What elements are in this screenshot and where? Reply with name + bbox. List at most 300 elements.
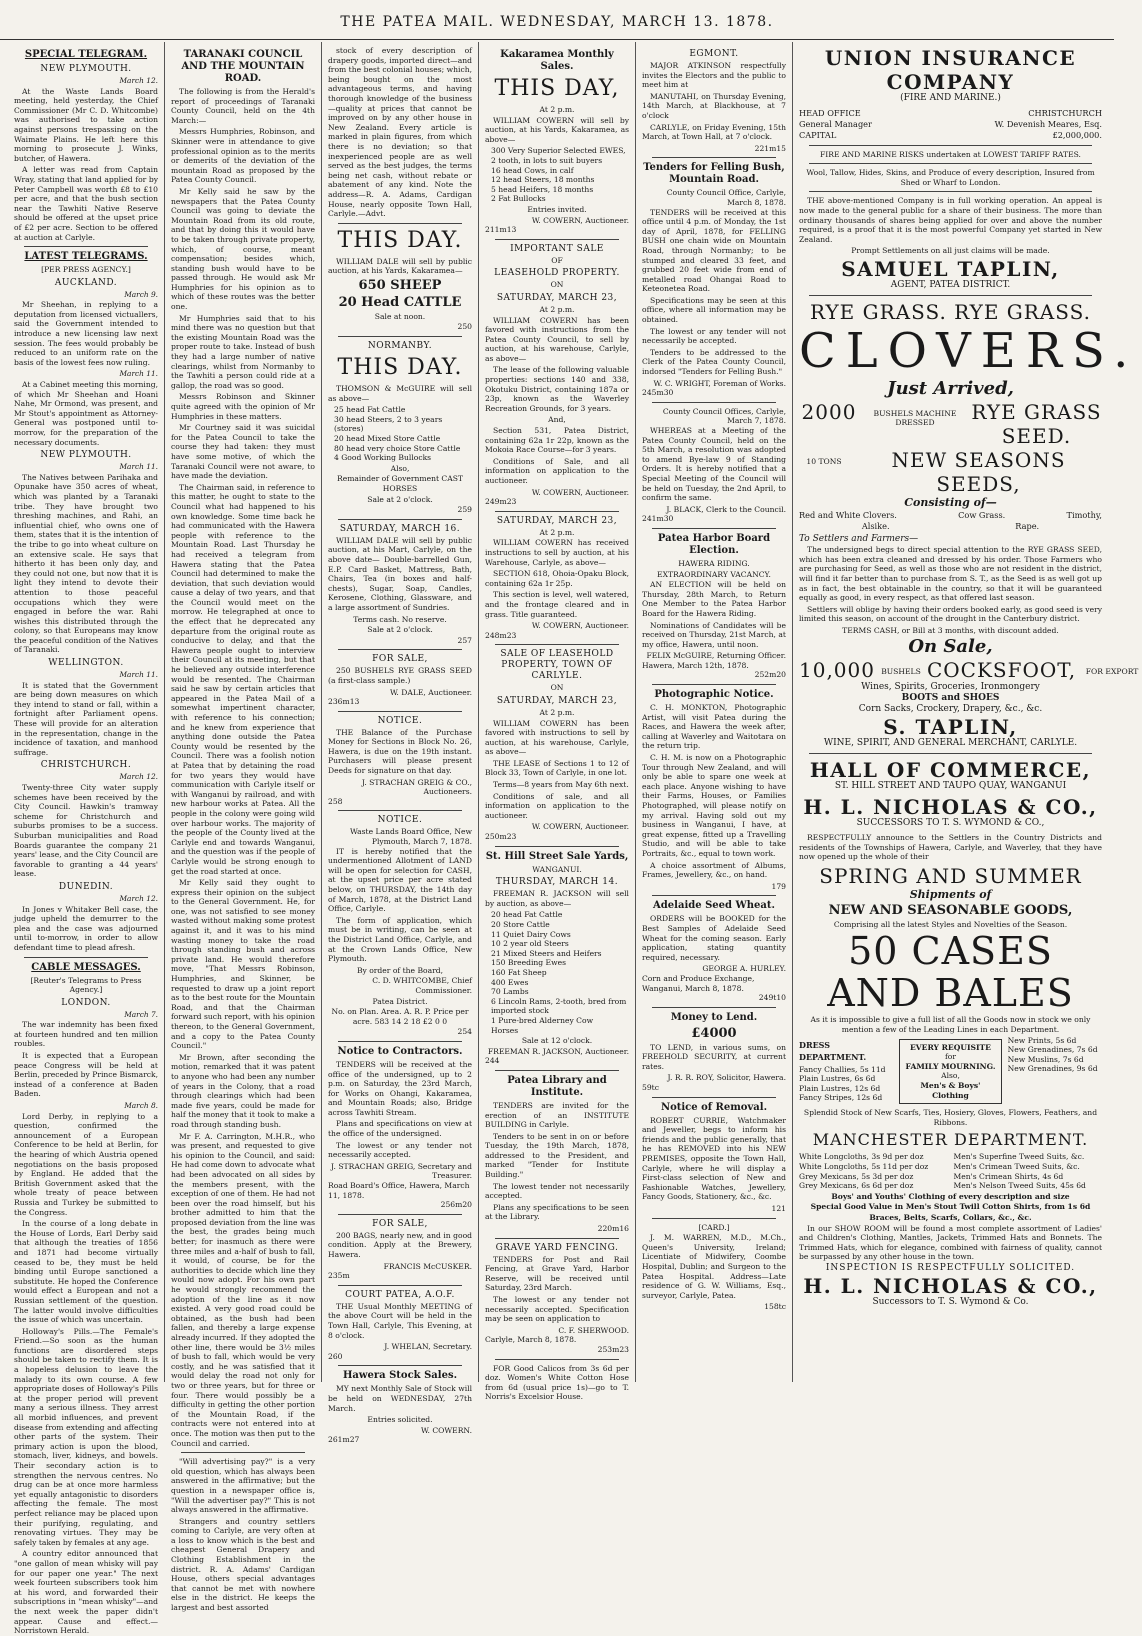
ad-place: WANGANUI.: [532, 864, 582, 874]
dateline-place: WELLINGTON.: [48, 658, 124, 669]
list-item: 10 2 year old Steers: [491, 939, 569, 949]
list-item: Men's Nelson Tweed Suits, 45s 6d: [953, 1181, 1086, 1191]
ad-time: At 2 p.m.: [539, 527, 575, 537]
ad-text: As it is impossible to give a full list of all the Goods now in stock we only mention a few of the Leading Lines in each Department.: [810, 1015, 1091, 1034]
divider: [652, 1097, 776, 1098]
ad-text: In our SHOW ROOM will be found a most complete assortment of Ladies' and Children's Clothing, Mantles, Jackets, Trimmed Hats and Bonnets. The Trimmed Hats, which for elegance, combined with fairness of quality, cannot be surpassed by any other house in the town.: [799, 1223, 1102, 1262]
ad-signature: C. D. WHITCOMBE, Chief Commissioner.: [372, 976, 472, 995]
masthead: THE PATEA MAIL. WEDNESDAY, MARCH 13. 1878.: [0, 0, 1114, 40]
ad-text: WILLIAM COWERN will sell by auction, at his Yards, Kakaramea, as above—: [485, 115, 629, 144]
ad-district: Patea District.: [372, 996, 428, 1006]
list-item: Fancy Challies, 5s 11d: [799, 1064, 886, 1074]
ad-text: Splendid Stock of New Scarfs, Ties, Hosiery, Gloves, Flowers, Feathers, and Ribbons.: [803, 1108, 1098, 1127]
ad-text: WILLIAM DALE will sell by public auction, at his Yards, Kakaramea—: [328, 256, 472, 276]
ad-item: 650 SHEEP: [358, 277, 442, 293]
ad-signature: W. COWERN, Auctioneer.: [531, 621, 629, 631]
ad-ref: 252m20: [754, 670, 786, 680]
ad-text: Corn Sacks, Crockery, Drapery, &c., &c.: [858, 703, 1043, 714]
ad-terms: Terms cash. No reserve.: [353, 614, 447, 624]
box-text: FAMILY MOURNING.: [905, 1061, 996, 1071]
divider: [338, 223, 462, 224]
article-paragraph: At a Cabinet meeting this morning, of which Mr Sheehan and Hoani Nahe, Mr Ormond, was present, and Mr Stout's appointment as Attorney-General was postponed until to-morrow, for the preparation of the necessary documents.: [14, 380, 158, 447]
divider: [338, 336, 462, 337]
ad-office: Road Board's Office, Hawera, March 11, 1878.: [328, 1181, 470, 1200]
ad-place: NORMANBY.: [367, 341, 433, 352]
ad-text: SECTION 618, Ohoia-Opaku Block, containing 62a 1r 25p.: [485, 569, 629, 588]
special-telegram-heading: SPECIAL TELEGRAM.: [24, 49, 148, 60]
ad-ref: 259: [457, 505, 472, 515]
ad-heading: Notice of Removal.: [660, 1101, 768, 1113]
dateline-date: March 9.: [124, 289, 158, 299]
hall-heading: HALL OF COMMERCE,: [809, 757, 1092, 782]
list-item: 6 Lincoln Rams, 2-tooth, bred from imported stock: [491, 996, 627, 1016]
agency-note: [PER PRESS AGENCY.]: [41, 265, 131, 275]
list-item: 11 Quiet Dairy Cows: [491, 929, 571, 939]
ad-heading: GRAVE YARD FENCING.: [495, 1242, 619, 1253]
article-paragraph: The war indemnity has been fixed at fourteen hundred and ten million roubles.: [14, 1020, 158, 1049]
ad-ref: 244: [485, 1056, 500, 1066]
ad-sale-time: Sale at 2 o'clock.: [367, 625, 433, 635]
article-paragraph: Lord Derby, in replying to a question, confirmed the announcement of a European Conference to be held at Berlin, for the hearing of which Austria opened negotiations on the basis proposed by England. He added that the British Government asked that the whole treaty of peace between Russia and Turkey be submitted to the Congress.: [14, 1111, 158, 1217]
clovers-heading: CLOVERS.: [799, 322, 1139, 379]
seeds-row: [799, 510, 1102, 521]
row-value: CHRISTCHURCH: [1028, 107, 1102, 118]
ad-signature: W. COWERN, Auctioneer.: [531, 215, 629, 225]
ad-text: FREEMAN R. JACKSON will sell by auction, as above—: [485, 889, 629, 908]
ad-ref: 59tc: [642, 1083, 659, 1093]
merchant-title: WINE, SPIRIT, AND GENERAL MERCHANT, CARLYLE.: [823, 738, 1078, 749]
seed-item: Rape.: [1015, 520, 1040, 531]
article-paragraph: Mr F. A. Carrington, M.H.R., who was present, and requested to give his opinion to the Council, and said: He had come down to advocate what had been advocated on all sides by the members present, with the exception of one of them. He had not been over the road himself, but his brother admitted to him that the proposed deviation from the line was the best, the grades being much better; for inasmuch as there were three miles and a-half of bush to fall, it would, of course, be for the authorities to decide which line they would now adopt. For his own part he would strongly recommend the adoption of the line as it now existed. A very good road could be obtained, as the bush had been fallen, and thereby a large expense already incurred. If they adopted the other line, there would be 3½ miles of bush to fall, which would be very costly, and he was satisfied that it would delay the road not only for two or three years, but for three or four. There would possibly be a difficulty in getting the other portion of the Mountain Road, if the contracts were not entered into at once. The motion was then put to the Council and carried.: [171, 1131, 315, 1448]
row-value: W. Devenish Meares, Esq.: [994, 118, 1102, 129]
ad-ref: 158tc: [764, 1302, 786, 1312]
ad-text: 250 BUSHELS RYE GRASS SEED (a first-class sample.): [328, 666, 472, 685]
ad-text: Entries invited.: [527, 204, 587, 214]
ad-subheading: HAWERA RIDING.: [678, 558, 750, 568]
article-paragraph: The Natives between Parihaka and Opunake have 350 acres of wheat, which was planted by a Taranaki tribe. They have brought two threshing machines, and Rahi, an influential chief, who owns one of them, states that it is the intention of the tribe to go into wheat culture on an extensive scale. He says that hitherto it has been only day, and they could not one, but now that it is light they intend to devote their attention to those peaceful occupations which they were engaged in before the war. Rahi wishes this distributed through the colony, so that Europeans may know the peaceful condition of the Natives of Taranaki.: [14, 472, 158, 655]
manchester-department: [799, 1152, 1102, 1190]
ad-heading: Patea Library and Institute.: [507, 1074, 607, 1098]
seed-item: Cow Grass.: [958, 509, 1006, 520]
ad-ref: 179: [771, 881, 786, 891]
ad-signature: FELIX McGUIRE, Returning Officer.: [646, 651, 786, 661]
ad-text: C. H. M. is now on a Photographic Tour through New Zealand, and will only be able to spare one week at each place. Anyone wishing to have their Farms, Houses, or Families Photographed, will please notify on my arrival. Having sold out my business in Wanganui, I have, at great expense, fitted up a Travelling Studio, and will be able to take Portraits, &c., equal to town work.: [642, 753, 786, 858]
seed-item: Alsike.: [861, 520, 890, 531]
ad-text: The lease of the following valuable properties: sections 140 and 338, Okotuku District, containing 187a or 23p, known as the Waverley Recreation Grounds, for 3 years.: [485, 365, 629, 413]
list-item: 80 head very choice Store Cattle: [334, 443, 461, 453]
ad-text: THE above-mentioned Company is in full working operation. An appeal is now made to the general public for a share of their business. The more than ordinary thousands of shares being applied for over and above the number required, is a proof that it is the most powerful Company yet started in New Zealand.: [799, 196, 1102, 244]
insurance-row: [799, 108, 1102, 119]
ad-signature: W. COWERN.: [421, 1425, 472, 1435]
ad-signature: J. STRACHAN GREIG, Secretary and Treasurer.: [331, 1161, 472, 1181]
ad-text: WILLIAM DALE will sell by public auction, at his Mart, Carlyle, on the above date— Double-barrelled Gun, E.P. Card Basket, Mattress, Bath, Chairs, Tea (in boxes and half-chests), Sugar, Soap, Candles, Kerosene, Clothing, Glassware, and a large assortment of Sundries.: [328, 535, 472, 612]
ad-text: ON: [550, 683, 564, 693]
ad-text: CARLYLE, on Friday Evening, 15th March, at Town Hall, at 7 o'clock.: [642, 122, 786, 142]
box-text: Also,: [941, 1071, 960, 1081]
mourning-box: [899, 1039, 1001, 1105]
divider: [181, 1452, 305, 1453]
ad-heading: THIS DAY,: [494, 76, 620, 101]
ad-signature: J. R. R. ROY, Solicitor, Hawera.: [667, 1073, 786, 1083]
inspection-note: INSPECTION IS RESPECTFULLY SOLICITED.: [825, 1262, 1076, 1273]
ad-text: BUSHELS MACHINE DRESSED: [873, 408, 957, 428]
ad-text: WILLIAM COWERN has been favored with instructions from the Patea County Council, to sell by auction, at his warehouse, Carlyle, as above—: [485, 315, 629, 363]
article-heading: TARANAKI COUNCIL AND THE MOUNTAIN ROAD.: [181, 49, 305, 84]
nicholas-heading: H. L. NICHOLAS & CO.,: [803, 795, 1098, 820]
ad-text: Tenders to be sent in on or before Tuesday, the 19th March, 1878, addressed to the President, and marked "Tender for Institute Building.": [485, 1131, 629, 1180]
insurance-subheading: (FIRE AND MARINE.): [900, 93, 1001, 103]
dress-list: [1008, 1036, 1102, 1108]
divider: [24, 957, 148, 958]
ad-sale-time: Sale at 2 o'clock.: [367, 494, 433, 504]
divider: [338, 810, 462, 811]
ad-heading: FOR SALE,: [372, 654, 428, 665]
agent-name: SAMUEL TAPLIN,: [841, 256, 1060, 281]
ad-heading: Patea Harbor Board Election.: [657, 532, 771, 556]
ad-ref: 254: [457, 1027, 472, 1037]
dateline-date: March 11.: [119, 369, 158, 379]
ad-text: FIRE AND MARINE RISKS undertaken at LOWEST TARIFF RATES.: [820, 149, 1081, 159]
ad-ref: 258: [328, 796, 343, 806]
ad-heading: Money to Lend.: [670, 1011, 758, 1023]
article-paragraph: Messrs Robinson and Skinner quite agreed with the opinion of Mr Humphries in these matters.: [171, 392, 315, 421]
ad-text: AN ELECTION will be held on Thursday, 28th March, to Return One Member to the Patea Harbor Board for the Hawera Riding.: [642, 580, 786, 618]
divider: [652, 1218, 776, 1219]
row-label: HEAD OFFICE: [799, 107, 861, 118]
ad-text: A choice assortment of Albums, Frames, Jewellery, &c., on hand.: [642, 860, 786, 880]
shipments-heading: Shipments of: [909, 887, 992, 901]
ad-ref: 249m23: [485, 497, 517, 507]
ad-product: NEW SEASONS SEEDS,: [891, 447, 1066, 496]
ad-text: Entries solicited.: [367, 1415, 433, 1425]
ad-ref: 250m23: [485, 832, 517, 842]
new-goods-heading: NEW AND SEASONABLE GOODS,: [828, 902, 1073, 918]
merchant-name: S. TAPLIN,: [883, 715, 1018, 740]
list-item: 70 Lambs: [491, 987, 529, 997]
divider: [809, 753, 1092, 754]
article-paragraph: Mr Courtney said it was suicidal for the Patea Council to take the course they had taken: they must have some motive, of which the Taranaki Council were not aware, to have made the deviation.: [171, 423, 315, 481]
ad-text: MAJOR ATKINSON respectfully invites the Electors and the public to meet him at: [642, 61, 786, 90]
ad-heading: EGMONT.: [689, 49, 739, 59]
ad-ref: 121: [771, 1204, 786, 1213]
dateline-date: March 7.: [124, 1009, 158, 1019]
ad-text: C. H. MONKTON, Photographic Artist, will visit Patea during the Races, and Hawera the week after, calling at Waverley and Waitotara on the return trip.: [642, 703, 786, 751]
column-3: [322, 42, 479, 1445]
divider: [809, 191, 1092, 192]
list-item: Grey Mexicans, 6s 6d per doz: [799, 1181, 914, 1191]
ad-text: Conditions of Sale, and all information on application to the auctioneer.: [485, 456, 629, 485]
ad-text: The undersigned begs to direct special attention to the RYE GRASS SEED, which has been extra cleaned and dressed by his order. Those Farmers who are purchasing for Seed, as well as those who are not resident in the district, will find it far better than to purchase from S. T., as the Seed is as well got up as in fact, the best obtainable in the country, so that it will be guaranteed equally as good, in every respect, as that offered last season.: [799, 545, 1102, 603]
ad-text: Plans and specifications on view at the office of the undersigned.: [328, 1119, 472, 1139]
divider: [495, 511, 619, 512]
list-item: 12 head Steers, 18 months: [491, 175, 595, 185]
ad-ref: 221m15: [754, 143, 786, 153]
list-item: 30 head Steers, 2 to 3 years (stores): [334, 414, 443, 434]
article-paragraph: Twenty-three City water supply schemes have been received by the City Council. Hawkin's tramway scheme for Christchurch and suburbs promises to be a success. Suburban municipalities and Road Boards guarantee the company 21 years' lease, and the City Council are favorable to granting a 44 years' lease.: [14, 783, 158, 879]
column-2: [165, 42, 322, 1613]
article-paragraph: stock of every description of drapery goods, imported direct—and from the best colonial houses; which, being bought on the most advantageous terms, and having thorough knowledge of the business—quality at prices that cannot be improved on by any other house in New Zealand. Every article is marked in plain figures, from which there is no deviation; so that inexperienced people are as well served as the best judges, the terms being net cash, without rebate or abatement of any kind. Note the address—R. A. Adams, Cardigan House, nearly opposite Town Hall, Carlyle.—Advt.: [328, 46, 472, 219]
ad-text: Boys' and Youths' Clothing of every description and size: [831, 1191, 1070, 1201]
ad-office: County Council Offices, Carlyle, March 7, 1878.: [662, 406, 786, 426]
ad-text: Specifications may be seen at this office, where all information may be obtained.: [642, 295, 786, 325]
ad-signature: W. C. WRIGHT, Foreman of Works.: [653, 378, 786, 388]
insurance-heading: UNION INSURANCE COMPANY: [824, 46, 1077, 94]
divider: [338, 649, 462, 650]
divider: [652, 402, 776, 403]
page-columns: [8, 42, 1139, 1636]
ad-heading: THIS DAY.: [337, 355, 463, 381]
ad-text: By order of the Board,: [356, 965, 444, 975]
insurance-row: [799, 130, 1102, 141]
ad-text: Remainder of Government CAST HORSES: [336, 474, 463, 493]
ad-text: Settlers will oblige by having their orders booked early, as good seed is very limited this season, on account of the drought in the Canterbury district.: [799, 604, 1102, 624]
ad-heading: Tenders for Felling Bush, Mountain Road.: [643, 162, 785, 186]
article-paragraph: In the course of a long debate in the House of Lords, Earl Derby said that although the treaties of 1856 and 1871 had become virtually ceased to be, they must be held binding until Europe sanctioned a substitute. He hoped the Conference would effect a European and not a Russian settlement of the question. The latter would involve difficulties the issue of which was uncertain.: [14, 1219, 158, 1325]
ad-text: TENDERS will be received at this office until 4 p.m. of Monday, the 1st day of April, 1878, for FELLING BUSH one chain wide on Mountain Road, through Normanby; to be stumped and cleared 33 feet, and grubbed 20 feet wide from end of metalled road Ohangai Road to Keteonetea Road.: [642, 207, 786, 294]
divider: [809, 145, 1092, 146]
ad-signature: GEORGE A. HURLEY.: [702, 964, 786, 974]
ad-date: SATURDAY, MARCH 23,: [496, 695, 618, 706]
ad-signature: FRANCIS McCUSKER.: [383, 1261, 472, 1271]
manchester-list: [799, 1152, 948, 1190]
article-paragraph: "Will advertising pay?" is a very old question, which has always been answered in the affirmative; but the question in a newspaper office is, "Will the advertiser pay?" This is not always answered in the affirmative.: [171, 1457, 315, 1515]
insurance-row: [799, 119, 1102, 130]
list-item: New Grenadines, 9s 6d: [1007, 1064, 1098, 1074]
nicholas-footer: H. L. NICHOLAS & CO.,: [803, 1274, 1098, 1299]
successors-note: SUCCESSORS TO T. S. WYMOND & CO.,: [856, 818, 1045, 829]
dateline-place: NEW PLYMOUTH.: [40, 450, 132, 461]
ad-heading: Adelaide Seed Wheat.: [653, 900, 775, 912]
divider: [652, 528, 776, 529]
successors-footer: Successors to T. S. Wymond & Co.: [872, 1297, 1029, 1308]
ad-heading: Kakaramea Monthly Sales.: [500, 49, 614, 72]
ad-date: THURSDAY, MARCH 14.: [495, 877, 619, 888]
list-item: White Longcloths, 5s 11d per doz: [799, 1161, 929, 1171]
latest-telegrams-heading: LATEST TELEGRAMS.: [24, 251, 148, 263]
ad-heading: FOR SALE,: [372, 1218, 428, 1229]
dateline-date: March 12.: [119, 893, 158, 903]
divider: [338, 1041, 462, 1042]
column-5: [636, 42, 793, 1382]
article-paragraph: Mr Kelly said they ought to express their opinion on the subject to the General Government. He, for one, was not satisfied to see money wasted without making some protest against it, and it was to his mind wasting money to take the road through standing bush and across private land. He would therefore move, "That Messrs Robinson, Humphries, and Skinner, be requested to draw up a joint report as to the best route for the Mountain Road, and that the Chairman forward such report, with his opinion thereon, to the General Government, and a copy to the Patea County Council.": [171, 878, 315, 1051]
manchester-list: [954, 1152, 1103, 1190]
dateline-place: AUCKLAND.: [54, 277, 118, 288]
list-item: White Longcloths, 3s 9d per doz: [799, 1152, 924, 1162]
ad-product: COCKSFOOT,: [926, 658, 1077, 683]
ad-text: WILLIAM COWERN has received instructions to sell by auction, at his Warehouse, Carlyle, as above—: [485, 538, 629, 567]
ad-text: WHEREAS at a Meeting of the Patea County Council, held on the 5th March, a resolution was adopted to amend Bye-law 9 of Standing Orders. It is hereby notified that a Special Meeting of the Council will be held on Tuesday, the 2nd April, to confirm the same.: [642, 426, 786, 503]
ad-heading: Photographic Notice.: [654, 689, 774, 701]
ad-text: Terms—8 years from May 6th next.: [493, 780, 629, 790]
dateline-date: March 12.: [119, 76, 158, 85]
list-item: Fancy Stripes, 12s 6d: [799, 1093, 883, 1103]
ad-ref: 211m13: [485, 225, 517, 235]
ad-text: The lowest or any tender will not necessarily be accepted.: [642, 326, 786, 346]
ad-heading: THIS DAY.: [337, 227, 463, 253]
dateline-date: March 11.: [119, 462, 158, 472]
article-paragraph: Messrs Humphries, Robinson, and Skinner were in attendance to give professional opinion as to the merits or demerits of the deviation of the mountain Road as proposed by the Patea County Council.: [171, 127, 315, 185]
ad-quantity: 10,000: [799, 658, 875, 683]
ad-product: RYE GRASS SEED.: [971, 399, 1102, 448]
ad-ref: 241m30: [642, 514, 674, 524]
divider: [338, 1365, 462, 1366]
ad-text: Comprising all the latest Styles and Novelties of the Season.: [833, 919, 1068, 929]
ad-text: J. M. WARREN, M.D., M.Ch., Queen's University, Ireland; Licentiate of Midwifery, Coombe Hospital, Dublin; and Surgeon to the Patea Hospital. Address—Late residence of G. W. Williams, Esq., surveyor, Carlyle, Patea.: [642, 1233, 786, 1300]
article-paragraph: It is expected that a European peace Congress will be held at Berlin, preceded by Prince Bismarck, instead of a conference at Baden Baden.: [14, 1051, 158, 1099]
ad-ref: 245m30: [642, 388, 674, 398]
ad-signature: J. WHELAN, Secretary.: [384, 1342, 472, 1352]
divider: [809, 163, 1092, 164]
ad-ref: 256m20: [440, 1200, 472, 1210]
ad-time: At 2 p.m.: [539, 105, 575, 114]
ad-place: Corn and Produce Exchange, Wanganui, March 8, 1878.: [642, 973, 755, 993]
ad-heading: NOTICE.: [377, 715, 423, 726]
article-paragraph: Strangers and country settlers coming to Carlyle, are very often at a loss to know which is the best and cheapest General Drapery and Clothing Establishment in the district. R. A. Adams' Cardigan House, others special advantages that cannot be met with nowhere else in the district. He keeps the largest and best assorted: [171, 1516, 315, 1613]
ad-list: [485, 910, 629, 1035]
article-paragraph: It is stated that the Government are being down measures on which they intend to stand or fall, within a fortnight after Parliament opens. These will provide for an alteration in the representation, change in the incidence of taxation, and manhood suffrage.: [14, 680, 158, 757]
list-item: 2 Fat Bullocks: [491, 194, 546, 204]
column-1: [8, 42, 165, 1636]
divider: [495, 846, 619, 847]
dateline-place: NEW PLYMOUTH.: [40, 64, 132, 74]
row-value: £2,000,000.: [1052, 129, 1102, 140]
ad-ref: 235m: [328, 1271, 350, 1281]
ad-text: And,: [548, 415, 566, 425]
article-paragraph: At the Waste Lands Board meeting, held yesterday, the Chief Commissioner (Mr C. D. Whitcombe) was authorised to take action against persons trespassing on the Waimate Plains. He left here this morning to prosecute J. Winks, butcher, of Hawera.: [14, 86, 158, 163]
ad-time: At 2 p.m.: [539, 304, 575, 314]
ad-text: Prompt Settlements on all just claims will be made.: [851, 246, 1050, 256]
ad-heading: LEASEHOLD PROPERTY.: [494, 268, 620, 279]
ad-place: Carlyle, March 8, 1878.: [485, 1335, 577, 1345]
dateline-place: CHRISTCHURCH.: [40, 760, 132, 771]
divider: [495, 644, 619, 645]
list-item: Plain Lustres, 6s 6d: [799, 1074, 876, 1084]
ad-text: TENDERS will be received at the office of the undersigned, up to 2 p.m. on Saturday, the 23rd March, for Works on Ohangi, Kakaramea, and Mountain Roads; also, Bridge across Tawhiti Stream.: [328, 1059, 472, 1117]
land-table: No. on Plan. Area. A. R. P. Price per acre. 583 14 2 18 £2 0 0: [331, 1007, 469, 1026]
ad-text: FOR Good Calicos from 3s 6d per doz. Women's White Cotton Hose from 6d (usual price 1s)—go to T. Norris's Excelsior House.: [485, 1363, 629, 1402]
divider: [495, 1238, 619, 1239]
ad-heading: SALE OF LEASEHOLD PROPERTY, TOWN OF CARLYLE.: [500, 649, 614, 682]
agency-note: [Reuter's Telegrams to Press Agency.]: [30, 975, 142, 995]
divider: [652, 1007, 776, 1008]
dateline-date: March 8.: [124, 1101, 158, 1111]
article-paragraph: In Jones v Whitaker Bell case, the judge upheld the demurrer to the plea and the case was adjourned until to-morrow, in order to allow defendant time to plead afresh.: [14, 904, 158, 952]
ad-signature: W. COWERN, Auctioneer.: [531, 487, 629, 497]
list-item: Horses: [491, 1025, 519, 1035]
list-item: 20 Store Cattle: [491, 920, 550, 929]
dateline-date: March 11.: [119, 670, 158, 680]
ad-text: THE Balance of the Purchase Money for Sections in Block No. 26, Hawera, is due on the 19th instant. Purchasers will please present Deeds for signature on that day.: [328, 727, 472, 776]
ad-heading: Notice to Contractors.: [337, 1045, 463, 1057]
ad-text: MANUTAHI, on Thursday Evening, 14th March, at Blackhouse, at 7 o'clock: [642, 91, 786, 120]
ad-ref: 249t10: [758, 993, 786, 1003]
ad-text: MY next Monthly Sale of Stock will be held on WEDNESDAY, 27th March.: [328, 1384, 472, 1413]
column-6: [793, 42, 1139, 1382]
column-4: [479, 42, 636, 1402]
ad-line: [799, 448, 1102, 496]
ad-ref: 250: [457, 322, 472, 332]
ad-signature: W. DALE, Auctioneer.: [389, 687, 472, 697]
dress-list: [799, 1036, 893, 1108]
divider: [338, 519, 462, 520]
ad-text: 200 BAGS, nearly new, and in good condition. Apply at the Brewery, Hawera.: [328, 1230, 472, 1259]
ad-ref: 257: [457, 635, 472, 645]
ad-sale-time: Sale at noon.: [374, 311, 426, 321]
ad-list: [328, 405, 472, 463]
ad-text: OF: [551, 255, 563, 265]
divider: [652, 684, 776, 685]
ad-text: Special Good Value in Men's Stout Twill Cotton Shirts, from 1s 6d: [810, 1202, 1091, 1212]
ad-text: ROBERT CURRIE, Watchmaker and Jeweller, begs to inform his friends and the public generally, that he has REMOVED into his NEW PREMISES, opposite the Town Hall, Carlyle, where he will display a First-class selection of New and Fashionable Watches, Jewellery, Fancy Goods, Stationery, &c., &c.: [642, 1115, 786, 1202]
seeds-row: [799, 521, 1102, 532]
seed-item: Timothy,: [1066, 509, 1102, 520]
ad-ref: 248m23: [485, 630, 517, 640]
divider: [495, 1070, 619, 1071]
ad-text: TENDERS are invited for the erection of an INSTITUTE BUILDING in Carlyle.: [485, 1100, 629, 1130]
ad-text: TO LEND, in various sums, on FREEHOLD SECURITY, at current rates.: [642, 1042, 786, 1071]
row-label: General Manager: [799, 118, 872, 129]
ad-terms: TERMS CASH, or Bill at 3 months, with discount added.: [842, 625, 1059, 635]
list-item: New Prints, 5s 6d: [1007, 1035, 1077, 1045]
ad-ref: 261m27: [328, 1435, 360, 1445]
ad-time: At 2 p.m.: [539, 707, 575, 717]
ad-heading: IMPORTANT SALE: [510, 243, 604, 254]
list-item: 400 Ewes: [491, 977, 529, 987]
ad-text: THE LEASE of Sections 1 to 12 of Block 33, Town of Carlyle, in one lot.: [485, 758, 629, 778]
ad-ref: 260: [328, 1351, 343, 1361]
ad-amount: £4000: [691, 1025, 737, 1041]
ad-line: [799, 400, 1102, 448]
ad-signature: J. STRACHAN GREIG & CO., Auctioneers.: [361, 777, 472, 797]
divider: [652, 895, 776, 896]
ad-signature: C. F. SHERWOOD.: [558, 1325, 629, 1335]
ad-list: [485, 146, 629, 204]
list-item: 160 Fat Sheep: [491, 967, 547, 977]
ad-heading: COURT PATEA, A.O.F.: [345, 1289, 455, 1300]
ad-date: SATURDAY, MARCH 23,: [496, 292, 618, 303]
ad-heading: [CARD.]: [698, 1222, 730, 1232]
manchester-heading: MANCHESTER DEPARTMENT.: [812, 1130, 1089, 1150]
ad-place: Hawera, March 12th, 1878.: [642, 660, 749, 670]
agent-title: AGENT, PATEA DISTRICT.: [890, 279, 1011, 290]
ad-text: Plans any specifications to be seen at the Library.: [485, 1202, 629, 1222]
ad-subheading: EXTRAORDINARY VACANCY.: [657, 569, 771, 579]
list-item: 150 Breeding Ewes: [491, 958, 566, 968]
list-item: Plain Lustres, 12s 6d: [799, 1083, 881, 1093]
divider: [495, 239, 619, 240]
list-item: New Grenadines, 7s 6d: [1007, 1045, 1098, 1055]
ad-ref: 236m13: [328, 697, 360, 707]
ad-line: [799, 658, 1139, 683]
ad-text: Conditions of sale, and all information on application to the auctioneer.: [485, 791, 629, 820]
ad-signature: J. BLACK, Clerk to the Council.: [666, 504, 786, 514]
divider: [495, 1359, 619, 1360]
ad-text: WILLIAM COWERN has been favored with instructions to sell by auction, at his warehouse, Carlyle, as above—: [485, 718, 629, 757]
seed-item: Red and White Clovers.: [799, 509, 897, 520]
list-item: 25 head Fat Cattle: [334, 405, 406, 415]
article-paragraph: Holloway's Pills.—The Female's Friend.—So soon as the human functions are disordered steps should be taken to rectify them. It is a hopeless delusion to leave the malady to its own course. A few appropriate doses of Holloway's Pills at the proper period will prevent many a serious illness. They arrest all morbid influences, and prevent disease from extending and affecting other parts of the system. Their primary action is upon the blood, stomach, liver, kidneys, and bowels. Their secondary action is to strengthen the nervous centres. No drug can be at once more harmless yet equally antagonistic to disorders affecting the female. The most perfect reliance may be placed upon their purifying, regulating, and renovating virtues. They may be safely taken by females at any age.: [14, 1326, 158, 1547]
list-item: Men's Crimean Tweed Suits, &c.: [953, 1161, 1080, 1171]
ad-quantity: 10 TONS: [806, 456, 842, 466]
spring-heading: SPRING AND SUMMER: [819, 863, 1082, 888]
ad-ref: 220m16: [597, 1224, 629, 1234]
row-label: CAPITAL: [799, 129, 837, 140]
list-item: 20 head Mixed Store Cattle: [334, 434, 441, 444]
article-paragraph: The Chairman said, in reference to this matter, he ought to state to the Council what had happened to his own knowledge. Some time back he had communicated with the Hawera people with reference to the Mountain Road. Last Thursday he had received a telegram from Hawera stating that the Patea Council had determined to make the deviation, that such deviation would cause a delay of two years, and that the Council would meet on the morrow. He telegraphed at once to the effect that he deprecated any departure from the original route as conducive to delay, and that the Hawera people ought to interview their Council at its meeting, but that he believed any outside interference would be resented. The Chairman said he saw by certain articles that appeared in the Patea Mail of a somewhat impertinent character, with reference to his connection; and he knew from experience that anything done outside the Patea County would be resented by the Council. There was a foolish notion at Patea that by detaining the road for two years they would have communication with Carlyle itself or with Wanganui by railroad, and with new harbour works at Patea. All the people in the colony were going wild over harbour works. The majority of the people of the County lived at the Carlyle end and towards Wanganui, and the question was if the people of Carlyle would be strong enough to get the road started at once.: [171, 482, 315, 876]
ad-heading: Hawera Stock Sales.: [342, 1370, 458, 1382]
divider: [338, 711, 462, 712]
dateline-date: March 12.: [119, 772, 158, 782]
